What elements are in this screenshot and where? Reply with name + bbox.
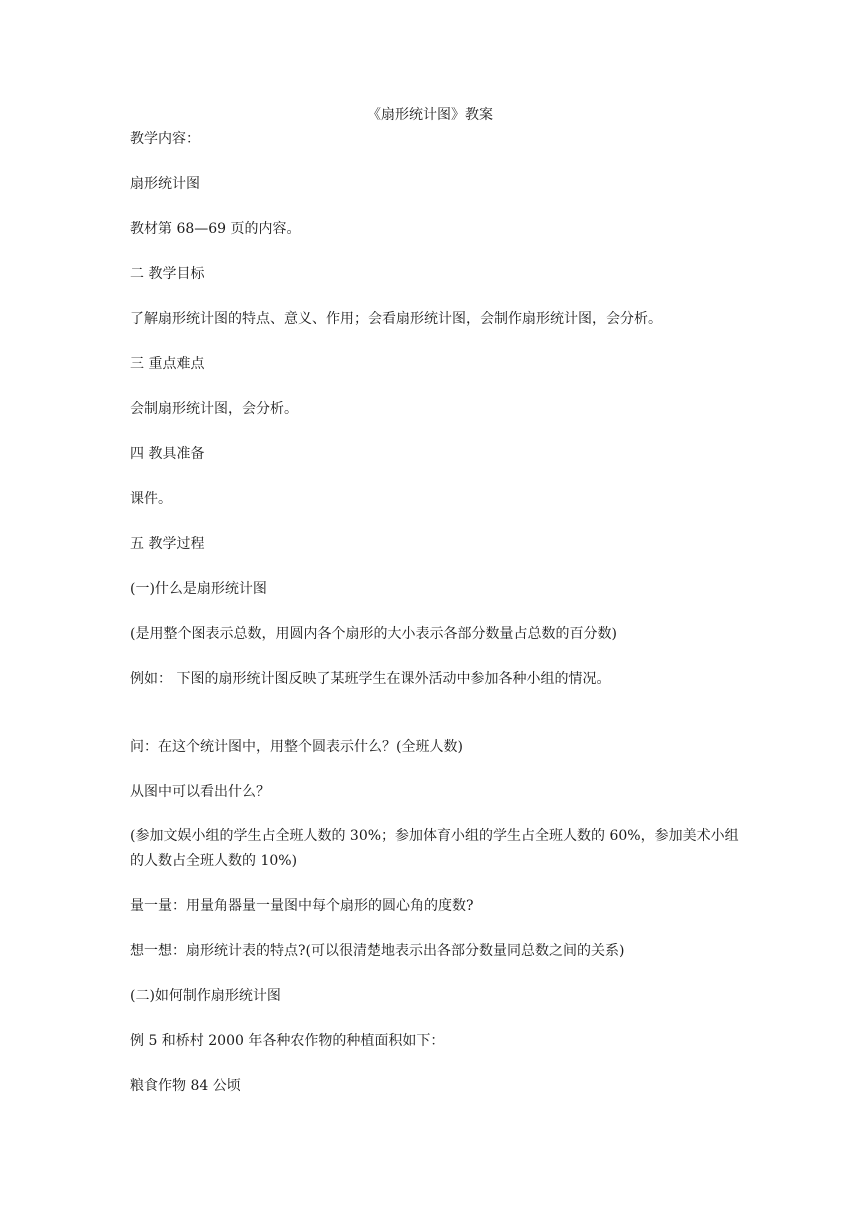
- paragraph: 扇形统计图: [130, 176, 200, 192]
- section-heading-process: 五 教学过程: [130, 536, 205, 552]
- paragraph: 粮食作物 84 公顷: [130, 1078, 241, 1094]
- paragraph: (参加文娱小组的学生占全班人数的 30%；参加体育小组的学生占全班人数的 60%，参加美术小组的人数占全班人数的 10%): [130, 828, 739, 869]
- paragraph: 课件。: [130, 491, 172, 507]
- paragraph: 从图中可以看出什么？: [130, 784, 270, 800]
- paragraph: 例 5 和桥村 2000 年各种农作物的种植面积如下：: [130, 1033, 445, 1049]
- paragraph: 教材第 68—69 页的内容。: [130, 221, 301, 237]
- paragraph: 了解扇形统计图的特点、意义、作用；会看扇形统计图，会制作扇形统计图，会分析。: [130, 311, 662, 327]
- paragraph: 会制扇形统计图，会分析。: [130, 401, 298, 417]
- paragraph: 量一量：用量角器量一量图中每个扇形的圆心角的度数?: [130, 898, 474, 914]
- section-heading-key-points: 三 重点难点: [130, 356, 205, 372]
- section-heading-materials: 四 教具准备: [130, 446, 205, 462]
- paragraph: 例如： 下图的扇形统计图反映了某班学生在课外活动中参加各种小组的情况。: [130, 671, 611, 687]
- paragraph: 问：在这个统计图中，用整个圆表示什么？(全班人数): [130, 739, 463, 755]
- paragraph: 想一想：扇形统计表的特点?(可以很清楚地表示出各部分数量同总数之间的关系): [130, 943, 625, 959]
- section-label-content: 教学内容：: [130, 131, 200, 147]
- section-heading-objectives: 二 教学目标: [130, 266, 205, 282]
- subsection-heading: (二)如何制作扇形统计图: [130, 988, 281, 1004]
- document-title: 《扇形统计图》教案: [367, 107, 493, 123]
- paragraph: (是用整个图表示总数，用圆内各个扇形的大小表示各部分数量占总数的百分数): [130, 626, 617, 642]
- subsection-heading: (一)什么是扇形统计图: [130, 581, 267, 597]
